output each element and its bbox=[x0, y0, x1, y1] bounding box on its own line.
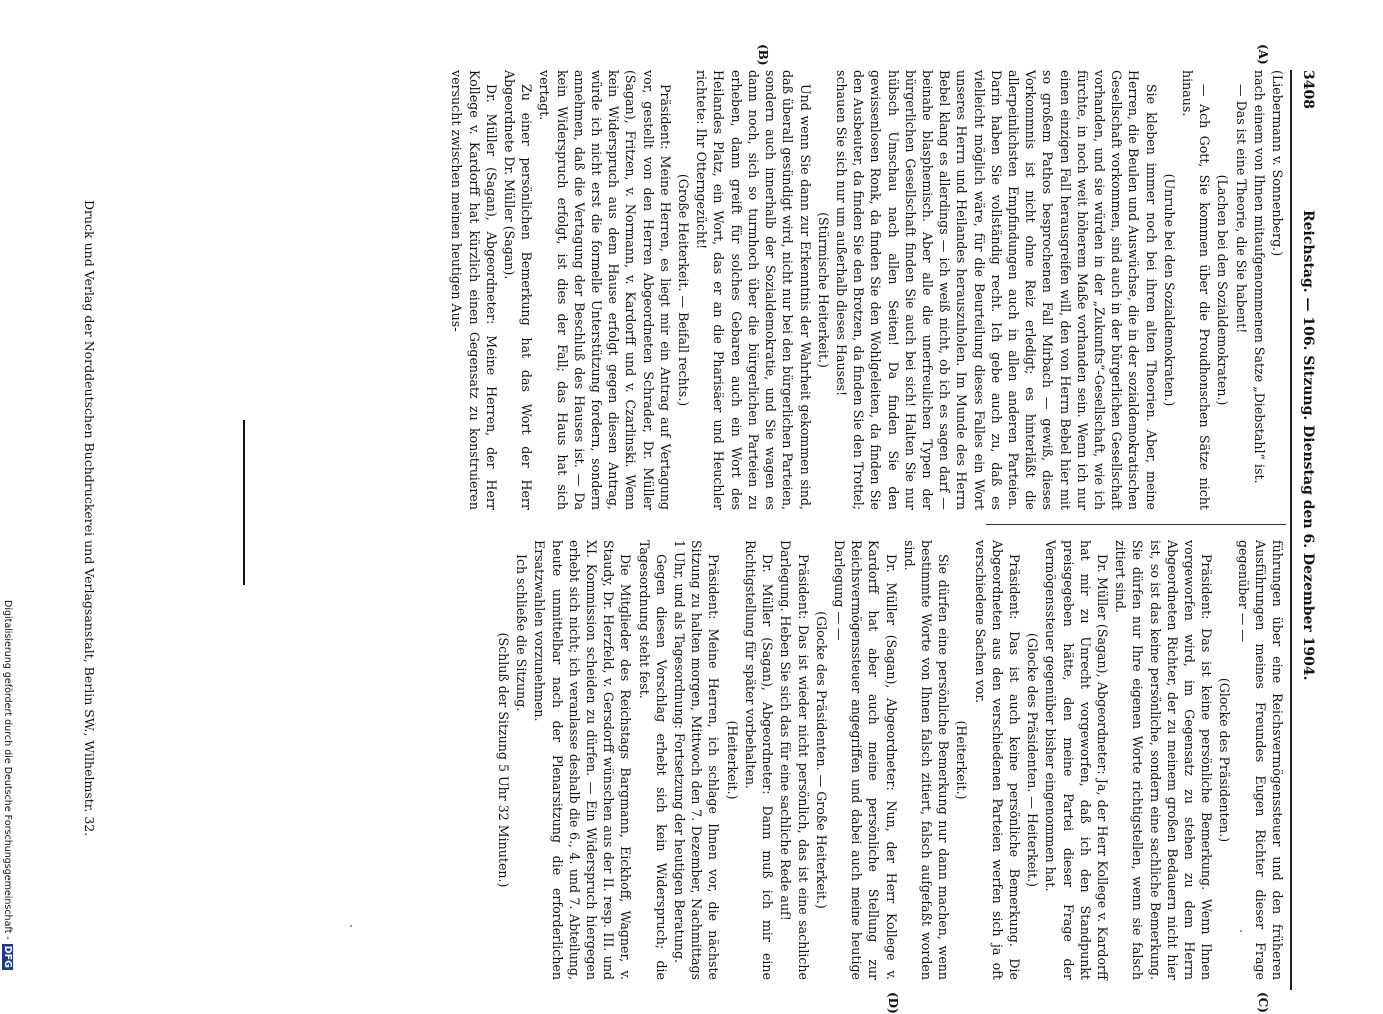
scan-speck bbox=[350, 925, 352, 927]
left-column-paragraph: (Stürmische Heiterkeit.) bbox=[815, 212, 831, 368]
column-separator bbox=[986, 524, 1286, 525]
left-column-paragraph: (Unruhe bei den Sozialdemokraten.) bbox=[1161, 173, 1177, 407]
right-column-paragraph: Dr. Müller (Sagan), Abgeordneter: Nun, der Herr Kollege v. Kardorff hat aber auch meine persönliche Stellung zur Reichsvermögenssteuer angegriffen und dabei auch meine heutige Darlegung — — bbox=[831, 540, 899, 980]
right-column-paragraph: Präsident: Meine Herren, ich schlage Ihnen vor, die nächste Sitzung zu halten morgen, Mittwoch den 7. Dezember, Nachmittags 1 Uhr, und als Tagesordnung: Fortsetzung der heutigen Beratung. bbox=[672, 540, 722, 980]
right-column bbox=[494, 540, 1286, 980]
digitization-credit bbox=[2, 600, 13, 990]
signature-rule bbox=[243, 420, 245, 585]
right-column-paragraph: Ich schließe die Sitzung. bbox=[514, 554, 530, 712]
page-header bbox=[1294, 70, 1320, 990]
margin-marker-a: (A) bbox=[1256, 44, 1270, 65]
right-column-paragraph: (Glocke des Präsidenten. — Große Heiterkeit.) bbox=[813, 611, 829, 909]
rotated-page-content bbox=[360, 44, 1320, 1014]
right-column-paragraph: (Heiterkeit.) bbox=[954, 720, 970, 800]
right-column-paragraph: Präsident: Das ist auch keine persönliche Bemerkung. Die Abgeordneten aus den verschiedenen Parteien werfen sich ja oft verschiedene Sachen vor. bbox=[972, 540, 1022, 980]
left-column-paragraph: Zu einer persönlichen Bemerkung hat das Wort der Herr Abgeordnete Dr. Müller (Sagan). bbox=[502, 70, 535, 510]
right-column-paragraph: führungen über eine Reichsvermögenssteuer und den früheren Ausführungen meines Freundes Eugen Richter dieser Frage gegenüber — — bbox=[1235, 540, 1285, 980]
right-column-paragraph: (Glocke des Präsidenten.) bbox=[1217, 677, 1233, 843]
right-column-paragraph: Die Mitglieder des Reichstags Bargmann, Eickhoff, Wagner, v. Staudy, Dr. Herzfeld, v. Gersdorff wünschen aus der II. resp. III. und XI. Kommission scheiden zu dürfen. — Ein Widerspruch hiergegen erhebt sich nicht; ich veranlasse deshalb die 6., 4. und 7. Abteilung, heute unmittelbar nach der Plenarsitzung die erforderlichen Ersatzwahlen vorzunehmen. bbox=[532, 540, 634, 980]
imprint-text: Druck und Verlag der Norddeutschen Buchdruckerei und Verlagsanstalt, Berlin SW., Wilhelmstr. 32. bbox=[82, 200, 97, 837]
margin-marker-b: (B) bbox=[756, 44, 770, 66]
left-column-paragraph: Präsident: Meine Herren, es liegt mir ein Antrag auf Vertagung vor, gestellt von den Herren Abgeordneten Schrader, Dr. Müller (Sagan), Fritzen, v. Normann, v. Kardorff und v. Czarlinski. Wenn kein Widerspruch aus dem Hause erfolgt gegen diesen Antrag, würde ich nicht erst die formelle Unterstützung fordern, sondern annehmen, daß die Vertagung der Beschluß des Hauses ist. — Da kein Widerspruch erfolgt, ist dies der Fall; das Haus hat sich vertagt. bbox=[537, 70, 673, 510]
margin-marker-d: (D) bbox=[886, 992, 900, 1014]
left-column-paragraph: (Lachen bei den Sozialdemokraten.) bbox=[1215, 174, 1231, 406]
margin-marker-c: (C) bbox=[1256, 992, 1270, 1013]
left-column-paragraph: (Große Heiterkeit. — Beifall rechts.) bbox=[676, 173, 692, 407]
right-column-paragraph: Dr. Müller (Sagan), Abgeordneter: Ja, der Herr Kollege v. Kardorff hat mir zu Unrecht vorgeworfen, daß ich den Standpunkt preisgegeben hätte, den meine Partei dieser Frage der Vermögenssteuer gegenüber bisher eingenommen hat. bbox=[1043, 540, 1110, 980]
left-column-paragraph: Sie kleben immer noch bei ihren alten Theorien. Aber, meine Herren, die Beulen und Auswüchse, die in der sozialdemokratischen Gesellschaft vorkommen, sind auch in der bürgerlichen Gesellschaft vorhanden, und sie würden in der „Zukunfts“-Gesellschaft, wie ich fürchte, in noch weit höherem Maße vorhanden sein. Wenn ich nur einen einzigen Fall herausgreifen will, den von Herrn Bebel hier mit so großem Pathos besprochenen Fall Mirbach — gewiß, dieses Vorkommnis ist nicht ohne Reiz erledigt; es hinterläßt die allerpeinlichsten Empfindungen auch in allen anderen Parteien. Darin haben Sie vollständig recht. Ich gebe auch zu, daß es vielleicht möglich wäre, für die Beurteilung dieses Falles ein Wort unseres Herrn und Heilandes herauszuholen. Im Munde des Herrn Bebel klang es allerdings — ich weiß nicht, ob ich es sagen darf — beinahe blasphemisch. Aber alle die unerfreulichen Typen der bürgerlichen Gesellschaft finden Sie auch bei sich! Halten Sie nur hübsch Umschau nach allen Seiten! Da finden Sie den gewissenlosen Ronk, da finden Sie den Wohlgeleiten, da finden Sie den Ausbeuter, da finden Sie den Brotzen, da finden Sie den Trottel; schauen Sie sich nur um außerhalb dieses Hauses! bbox=[833, 70, 1159, 510]
right-column-paragraph: Sie dürfen eine persönliche Bemerkung nur dann machen, wenn bestimmte Worte von Ihnen falsch zitiert, falsch aufgefaßt worden sind. bbox=[901, 540, 952, 980]
dfg-logo: DFG bbox=[2, 945, 13, 968]
right-column-paragraph: (Schluß der Sitzung 5 Uhr 32 Minuten.) bbox=[496, 632, 512, 888]
right-column-paragraph: Dr. Müller (Sagan), Abgeordneter: Dann muß ich mir eine Richtigstellung für später vorbehalten. bbox=[742, 540, 776, 980]
right-column-paragraph: Präsident: Das ist wieder nicht persönlich, das ist eine sachliche Darlegung. Heben Sie sich das für eine sachliche Rede auf! bbox=[778, 540, 811, 980]
scan-speck bbox=[1240, 930, 1242, 932]
credit-text: Digitalisierung gefördert durch die Deutsche Forschungsgemeinschaft - bbox=[2, 600, 13, 940]
left-column-paragraph: Dr. Müller (Sagan), Abgeordneter: Meine Herren, der Herr Kollege v. Kardorff hat kürzlich einen Gegensatz zu konstruieren versucht zwischen meinen heutigen Aus- bbox=[449, 70, 499, 510]
left-column-paragraph: Und wenn Sie dann zur Erkenntnis der Wahrheit gekommen sind, daß überall gesündigt wird, nicht nur bei den bürgerlichen Parteien, sondern auch innerhalb der Sozialdemokratie, und Sie wagen es dann noch, sich so turmhoch über die bürgerlichen Parteien zu erheben, dann greift für solches Gebaren auch ein Wort des Heilandes Platz, ein Wort, das er an die Pharisäer und Heuchler richtete: Ihr Otterngezücht! bbox=[694, 70, 813, 510]
right-column-paragraph: (Glocke des Präsidenten. — Heiterkeit.) bbox=[1025, 632, 1041, 888]
left-column-paragraph: nach einem von Ihnen mitaufgenommenen Satze „Diebstahl“ ist. bbox=[1251, 70, 1267, 484]
left-column-paragraph: — Ach Gott, Sie kommen über die Proudhonschen Sätze nicht hinaus. bbox=[1179, 70, 1213, 510]
right-column-paragraph: (Heiterkeit.) bbox=[724, 720, 740, 800]
page-number: 3408 bbox=[1300, 70, 1316, 109]
header-rule bbox=[1290, 70, 1292, 990]
left-column-paragraph: — Das ist eine Theorie, die Sie habent! bbox=[1233, 84, 1249, 334]
imprint-footer bbox=[82, 200, 97, 837]
right-column-paragraph: Gegen diesen Vorschlag erhebt sich kein Widerspruch; die Tagesordnung steht fest. bbox=[636, 540, 669, 980]
right-column-paragraph: Präsident: Das ist keine persönliche Bemerkung. Wenn Ihnen vorgeworfen wird, im Gegensatz zu stehen zu dem Herrn Abgeordneten Richter, der zu meinem großen Bedauern nicht hier ist, so ist das keine persönliche, sondern eine sachliche Bemerkung. Sie dürfen nur Ihre eigenen Worte richtigstellen, wenn sie falsch zitiert sind. bbox=[1113, 540, 1215, 980]
left-column-paragraph: (Liebermann v. Sonnenberg.) bbox=[1270, 70, 1285, 257]
left-column bbox=[447, 70, 1286, 510]
running-head: Reichstag. — 106. Sitzung. Dienstag den 6. Dezember 1904. bbox=[1300, 210, 1316, 681]
